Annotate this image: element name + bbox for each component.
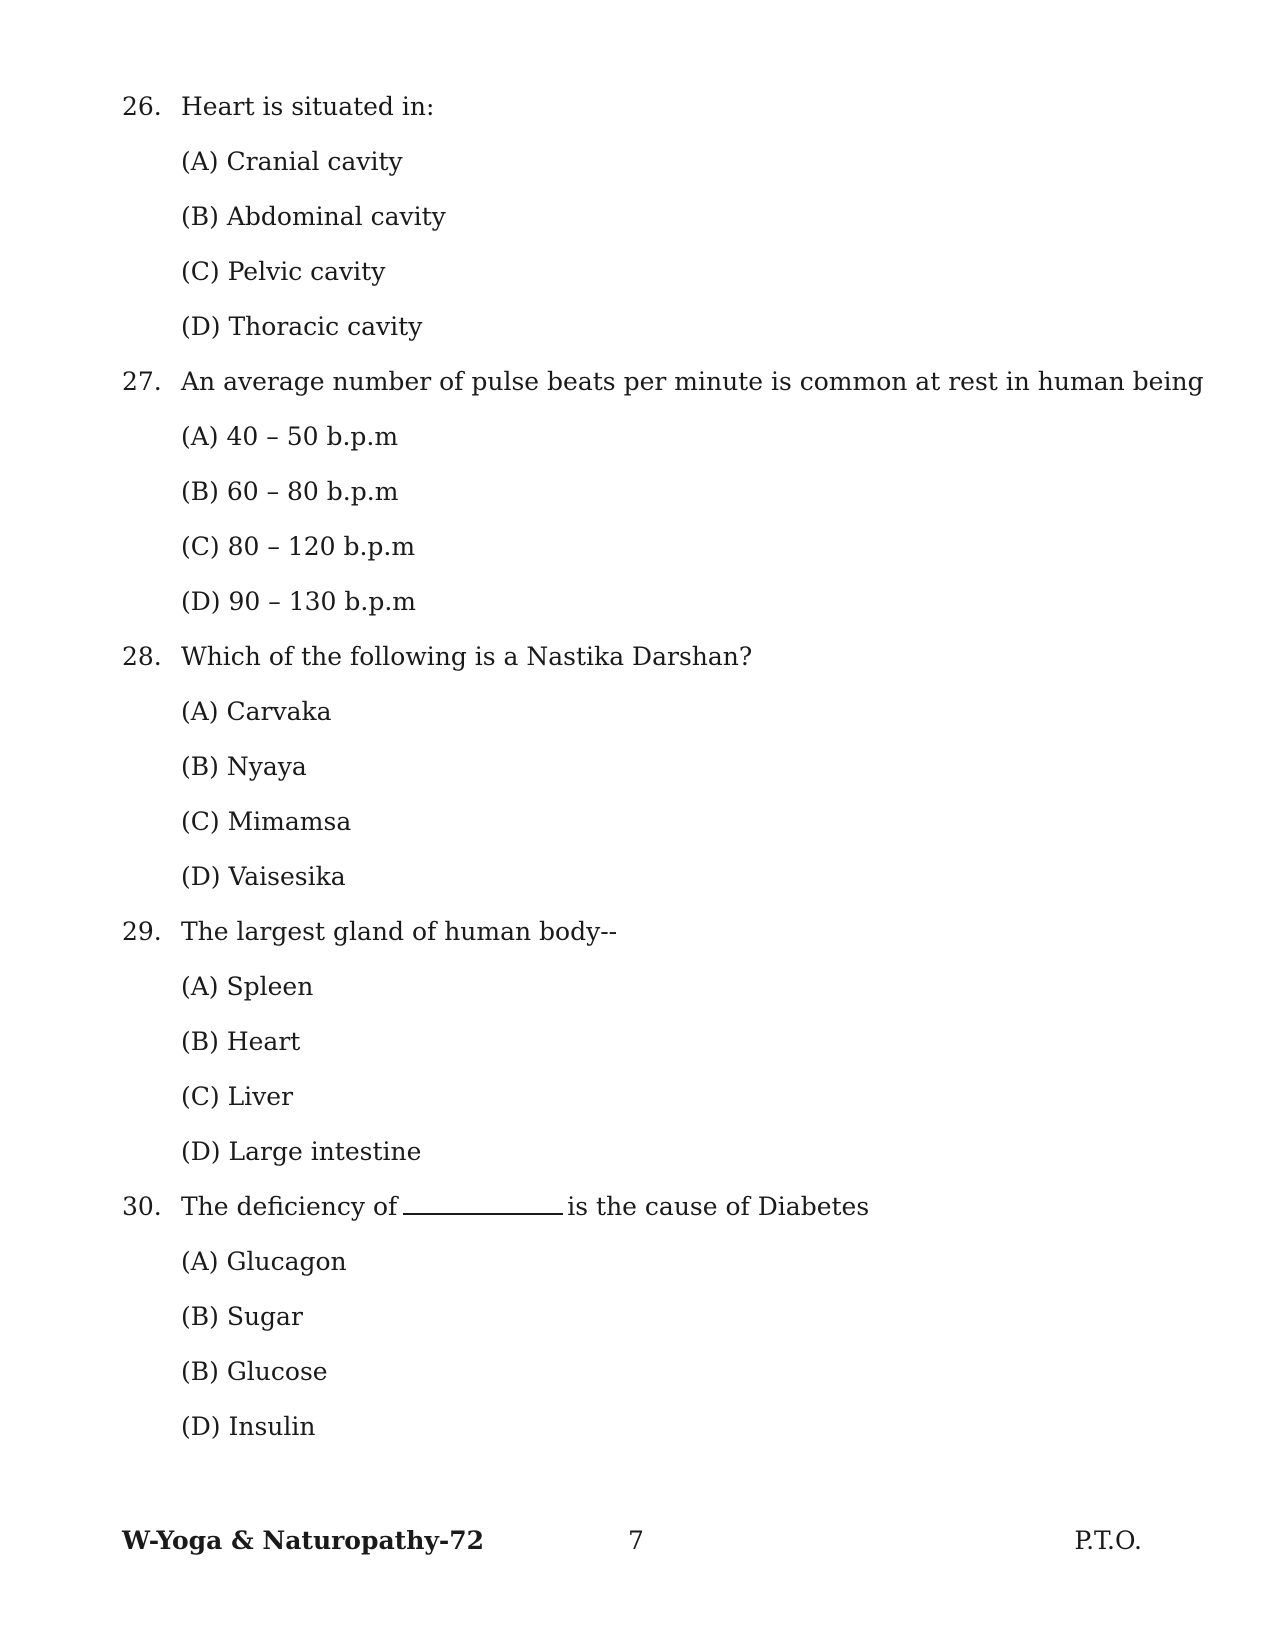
question-number: 28. [122,642,162,671]
option-b: (B) Heart [181,1027,301,1056]
option-a: (A) 40 – 50 b.p.m [181,422,399,451]
question-text: Which of the following is a Nastika Darshan? [181,642,753,671]
question-29 [122,917,1182,1192]
paper-code: W-Yoga & Naturopathy-72 [122,1526,485,1555]
question-stem [122,1192,1182,1247]
option-c: (B) Glucose [181,1357,328,1386]
question-stem [122,92,1182,147]
question-text-before-blank: The deficiency of [181,1192,398,1221]
option-list [122,697,1182,917]
option-c: (C) Liver [181,1082,294,1111]
question-number: 26. [122,92,162,121]
question-text: An average number of pulse beats per minute is common at rest in human being [181,367,1204,396]
option-d: (D) Large intestine [181,1137,422,1166]
question-stem [122,642,1182,697]
option-a: (A) Glucagon [181,1247,347,1276]
question-26 [122,92,1182,367]
option-a: (A) Spleen [181,972,314,1001]
option-a: (A) Cranial cavity [181,147,403,176]
question-number: 29. [122,917,162,946]
option-c: (C) 80 – 120 b.p.m [181,532,416,561]
question-text [181,1192,1182,1222]
page-footer [122,1526,1142,1560]
please-turn-over: P.T.O. [1074,1526,1142,1555]
page-number: 7 [628,1526,644,1555]
option-b: (B) Sugar [181,1302,303,1331]
option-b: (B) 60 – 80 b.p.m [181,477,399,506]
option-d: (D) Insulin [181,1412,316,1441]
option-list [122,422,1182,642]
option-b: (B) Abdominal cavity [181,202,446,231]
option-c: (C) Pelvic cavity [181,257,386,286]
option-list [122,1247,1182,1467]
question-stem [122,367,1204,422]
option-a: (A) Carvaka [181,697,332,726]
question-stem [122,917,1182,972]
question-28 [122,642,1182,917]
option-d: (D) Thoracic cavity [181,312,423,341]
question-text: Heart is situated in: [181,92,435,121]
question-text-after-blank: is the cause of Diabetes [567,1192,870,1221]
question-list [122,92,1204,1467]
question-text: The largest gland of human body-- [181,917,618,946]
option-c: (C) Mimamsa [181,807,352,836]
option-list [122,972,1182,1192]
option-d: (D) 90 – 130 b.p.m [181,587,416,616]
option-list [122,147,1182,367]
option-d: (D) Vaisesika [181,862,346,891]
question-number: 27. [122,367,162,396]
question-27 [122,367,1204,642]
question-30 [122,1192,1182,1467]
fill-in-blank-line [403,1193,563,1215]
question-number: 30. [122,1192,162,1221]
option-b: (B) Nyaya [181,752,307,781]
